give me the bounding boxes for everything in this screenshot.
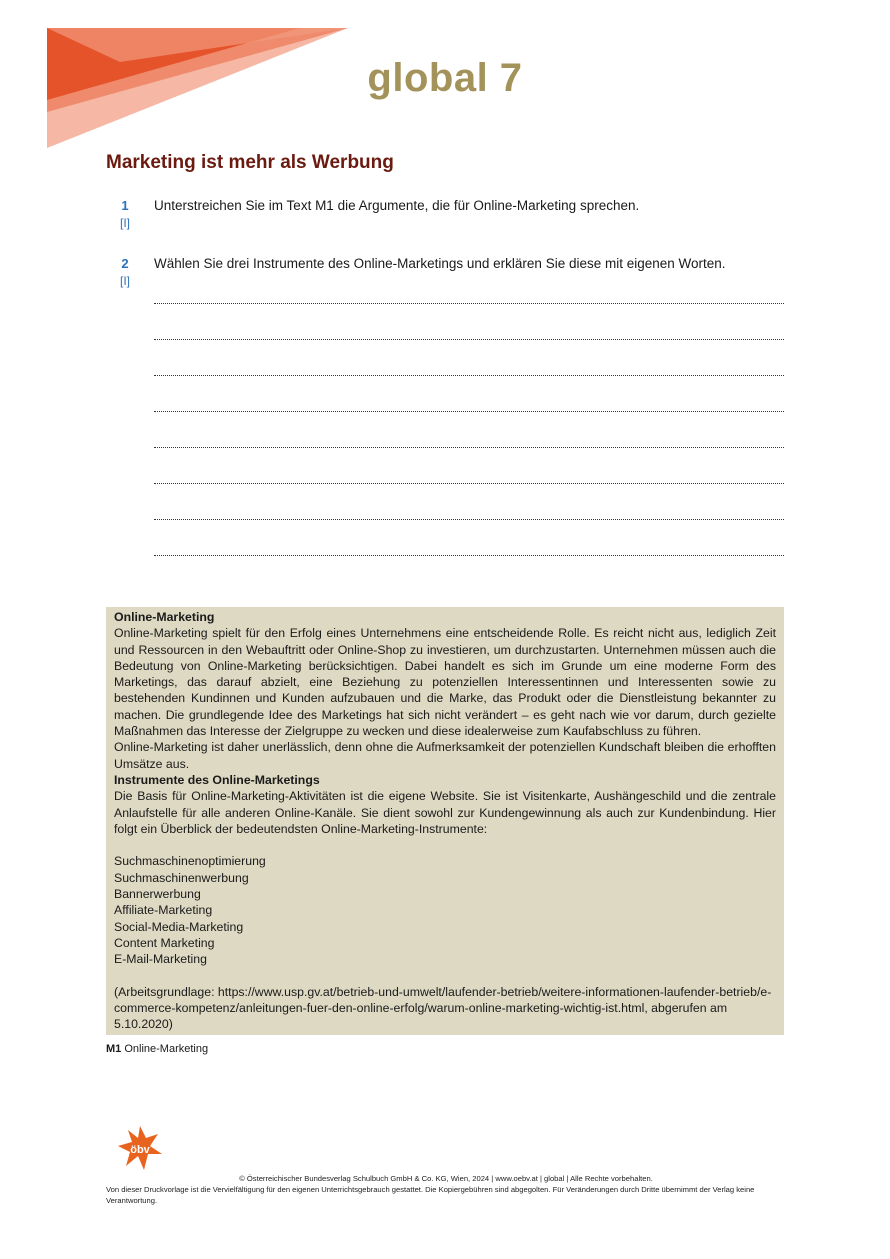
- m1-paragraph: Die Basis für Online-Marketing-Aktivitäten ist die eigene Website. Sie ist Visitenkarte, Aushängeschild und die zentrale Anlaufstelle für alle anderen Online-Kanäle. Sie dient sowohl zur Kundengewinnung als auch zur Kundenbindung. Hier folgt ein Überblick der bedeutendsten Online-Marketing-Instrumente:: [114, 789, 776, 836]
- oebv-logo: [118, 1126, 162, 1170]
- task-number: 2: [121, 256, 129, 271]
- answer-line[interactable]: [154, 294, 784, 304]
- answer-line[interactable]: [154, 376, 784, 412]
- list-item: Suchmaschinenoptimierung: [114, 854, 266, 869]
- task-text: Unterstreichen Sie im Text M1 die Argumente, die für Online-Marketing sprechen.: [154, 198, 640, 213]
- caption-label: M1: [106, 1043, 122, 1055]
- list-item: Social-Media-Marketing: [114, 919, 244, 934]
- task-text: Wählen Sie drei Instrumente des Online-Marketings und erklären Sie diese mit eigenen Worten.: [154, 256, 726, 271]
- book-title: global 7: [367, 56, 523, 100]
- footer-copyright: © Österreichischer Bundesverlag Schulbuch GmbH & Co. KG, Wien, 2024 | www.oebv.at | global | Alle Rechte vorbehalten.: [239, 1174, 653, 1183]
- logo-text: öbv: [130, 1144, 150, 1156]
- list-item: Affiliate-Marketing: [114, 903, 213, 918]
- m1-paragraph: Online-Marketing ist daher unerlässlich, denn ohne die Aufmerksamkeit der potenziellen Kundschaft bleiben die erhofften Umsätze aus.: [114, 740, 776, 771]
- instrument-list: [114, 853, 776, 967]
- answer-line[interactable]: [154, 448, 784, 484]
- m1-title: Online-Marketing: [114, 610, 215, 624]
- m1-paragraph: Online-Marketing spielt für den Erfolg eines Unternehmens eine entscheidende Rolle. Es reicht nicht aus, lediglich Zeit und Ressourcen in den Webauftritt oder Online-Shop zu investieren, um durchzustarten. Unternehmen müssen auch die Bedeutung von Online-Marketing berücksichtigen. Dabei handelt es sich im Grunde um eine moderne Form des Marketings, das darauf abzielt, eine Beziehung zu potenziellen Interessentinnen und Interessenten sowie zu bestehenden Kundinnen und Kunden aufzubauen und die Marke, das Produkt oder die Dienstleistung bekannter zu machen. Die grundlegende Idee des Marketings hat sich nicht verändert – es geht nach wie vor darum, durch gezielte Maßnahmen das Interesse der Zielgruppe zu wecken und diese idealerweise zum Kaufabschluss zu führen.: [114, 626, 776, 739]
- m1-subtitle: Instrumente des Online-Marketings: [114, 772, 320, 787]
- list-item: Content Marketing: [114, 935, 215, 950]
- page-title: Marketing ist mehr als Werbung: [106, 152, 394, 173]
- answer-line[interactable]: [154, 520, 784, 556]
- list-item: Bannerwerbung: [114, 887, 201, 902]
- answer-lines: [154, 294, 784, 556]
- task-level: [I]: [119, 274, 130, 288]
- task-number: 1: [121, 198, 129, 213]
- list-item: E-Mail-Marketing: [114, 952, 207, 967]
- answer-line[interactable]: [154, 412, 784, 448]
- material-caption: [106, 1043, 208, 1055]
- task-level: [I]: [119, 216, 130, 230]
- m1-source: (Arbeitsgrundlage: https://www.usp.gv.at/betrieb-und-umwelt/laufender-betrieb/weitere-informationen-laufender-betrieb/e-commerce-kompetenz/anleitungen-fuer-den-online-erfolg/warum-online-marketing-wichtig-ist.html, abgerufen am 5.10.2020): [114, 984, 772, 1032]
- answer-line[interactable]: [154, 484, 784, 520]
- material-m1-box: [106, 607, 784, 1035]
- caption-text: Online-Marketing: [124, 1043, 209, 1055]
- answer-line[interactable]: [154, 340, 784, 376]
- footer: [106, 1173, 786, 1206]
- list-item: Suchmaschinenwerbung: [114, 870, 249, 885]
- answer-line[interactable]: [154, 304, 784, 340]
- footer-notice: Von dieser Druckvorlage ist die Vervielfältigung für den eigenen Unterrichtsgebrauch gestattet. Die Kopiergebühren sind abgegolten. Für Veränderungen durch Dritte übernimmt der Verlag keine Verantwortung.: [106, 1185, 755, 1205]
